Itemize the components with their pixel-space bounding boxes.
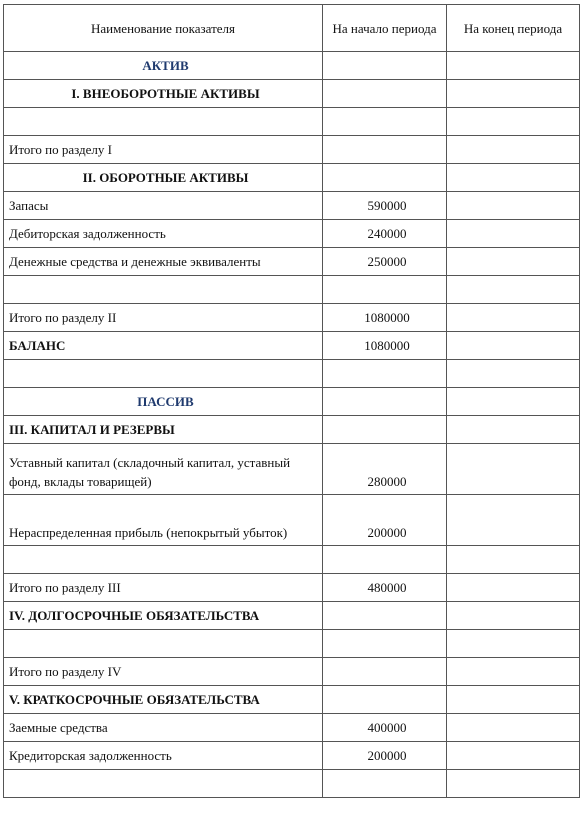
table-row xyxy=(4,276,580,304)
table-row xyxy=(4,686,580,714)
row-label: Итого по разделу I xyxy=(4,136,323,164)
table-row xyxy=(4,714,580,742)
table-row xyxy=(4,164,580,192)
row-label: Заемные средства xyxy=(4,714,323,742)
table-row xyxy=(4,80,580,108)
row-value-start: 590000 xyxy=(323,192,447,220)
table-header-row xyxy=(4,5,580,52)
table-row xyxy=(4,192,580,220)
section-title: II. ОБОРОТНЫЕ АКТИВЫ xyxy=(4,164,323,192)
row-value-start: 200000 xyxy=(323,742,447,770)
table-row xyxy=(4,136,580,164)
table-row xyxy=(4,602,580,630)
table-row xyxy=(4,546,580,574)
header-start: На начало периода xyxy=(323,5,447,52)
table-row xyxy=(4,248,580,276)
table-row xyxy=(4,52,580,80)
section-title: V. КРАТКОСРОЧНЫЕ ОБЯЗАТЕЛЬСТВА xyxy=(4,686,323,714)
table-row xyxy=(4,220,580,248)
row-label: БАЛАНС xyxy=(4,332,323,360)
row-label: Нераспределенная прибыль (непокрытый убыток) xyxy=(4,495,323,546)
balance-sheet-table xyxy=(3,4,580,798)
table-row xyxy=(4,574,580,602)
section-title: IV. ДОЛГОСРОЧНЫЕ ОБЯЗАТЕЛЬСТВА xyxy=(4,602,323,630)
row-label: Дебиторская задолженность xyxy=(4,220,323,248)
row-value-start: 1080000 xyxy=(323,304,447,332)
section-passiv: ПАССИВ xyxy=(4,388,323,416)
row-label: Итого по разделу II xyxy=(4,304,323,332)
row-value-start: 240000 xyxy=(323,220,447,248)
header-name: Наименование показателя xyxy=(4,5,323,52)
row-value-start: 480000 xyxy=(323,574,447,602)
row-label: Запасы xyxy=(4,192,323,220)
row-value-start: 200000 xyxy=(323,495,447,546)
row-value-start: 400000 xyxy=(323,714,447,742)
table-row xyxy=(4,742,580,770)
table-row xyxy=(4,495,580,546)
header-end: На конец периода xyxy=(447,5,580,52)
row-label: Уставный капитал (складочный капитал, уставный фонд, вклады товарищей) xyxy=(4,444,323,495)
table-row xyxy=(4,388,580,416)
table-row xyxy=(4,770,580,798)
row-label: Итого по разделу III xyxy=(4,574,323,602)
table-row xyxy=(4,416,580,444)
table-row xyxy=(4,444,580,495)
row-label: Итого по разделу IV xyxy=(4,658,323,686)
table-row xyxy=(4,360,580,388)
row-label: Кредиторская задолженность xyxy=(4,742,323,770)
section-aktiv: АКТИВ xyxy=(4,52,323,80)
row-value-start: 250000 xyxy=(323,248,447,276)
table-row xyxy=(4,304,580,332)
row-value-start: 1080000 xyxy=(323,332,447,360)
table-row xyxy=(4,658,580,686)
row-value-start: 280000 xyxy=(323,444,447,495)
table-row xyxy=(4,630,580,658)
section-title: I. ВНЕОБОРОТНЫЕ АКТИВЫ xyxy=(4,80,323,108)
table-row xyxy=(4,108,580,136)
table-row xyxy=(4,332,580,360)
section-title: III. КАПИТАЛ И РЕЗЕРВЫ xyxy=(4,416,323,444)
row-label: Денежные средства и денежные эквиваленты xyxy=(4,248,323,276)
